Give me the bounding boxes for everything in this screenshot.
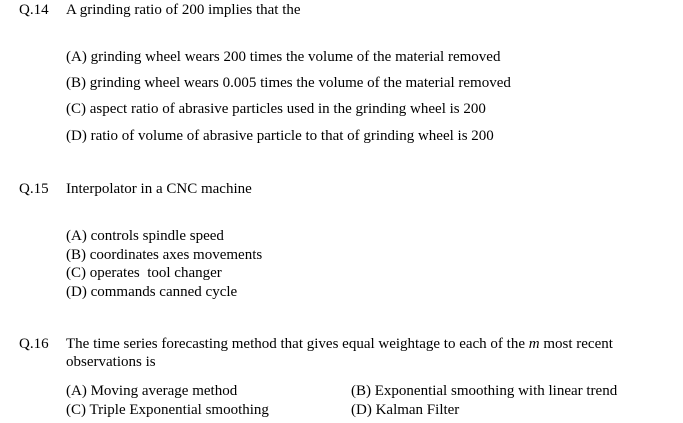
- q14-option-b: (B) grinding wheel wears 0.005 times the volume of the material removed: [66, 75, 511, 91]
- question-stem-16: [66, 335, 613, 353]
- q16-option-d: (D) Kalman Filter: [351, 402, 460, 418]
- question-number-14: Q.14: [19, 2, 49, 18]
- q15-option-d: (D) commands canned cycle: [66, 284, 238, 300]
- q16-option-b: (B) Exponential smoothing with linear trend: [351, 383, 618, 399]
- q14-option-a: (A) grinding wheel wears 200 times the volume of the material removed: [66, 49, 501, 65]
- q15-option-a: (A) controls spindle speed: [66, 228, 224, 244]
- q14-option-d: (D) ratio of volume of abrasive particle to that of grinding wheel is 200: [66, 128, 494, 144]
- q16-stem-part1: The time series forecasting method that gives equal weightage to each of the: [66, 336, 529, 352]
- q16-stem-part2: most recent: [539, 336, 613, 352]
- q16-option-c: (C) Triple Exponential smoothing: [66, 402, 269, 418]
- q15-option-b: (B) coordinates axes movements: [66, 247, 263, 263]
- q15-option-c: (C) operates tool changer: [66, 265, 222, 281]
- q14-option-c: (C) aspect ratio of abrasive particles used in the grinding wheel is 200: [66, 101, 486, 117]
- question-stem-16-line2: observations is: [66, 354, 156, 370]
- q16-stem-italic-m: m: [528, 336, 540, 352]
- question-stem-15: Interpolator in a CNC machine: [66, 181, 252, 197]
- question-number-15: Q.15: [19, 181, 49, 197]
- q16-option-a: (A) Moving average method: [66, 383, 238, 399]
- question-number-16: Q.16: [19, 336, 49, 352]
- question-stem-14: A grinding ratio of 200 implies that the: [66, 2, 301, 18]
